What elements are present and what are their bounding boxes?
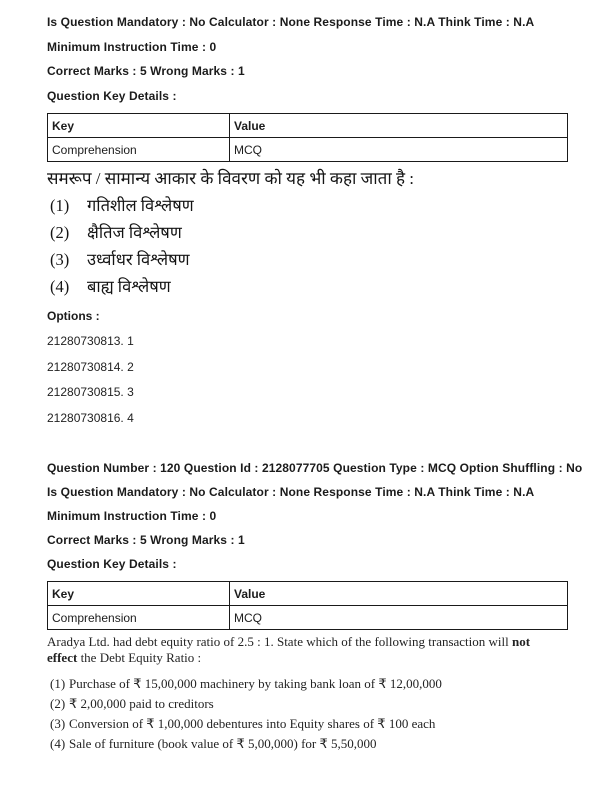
choice-text: उर्ध्वाधर विश्लेषण xyxy=(87,250,190,269)
choices-list xyxy=(47,674,568,754)
key-table-header-row xyxy=(48,582,568,606)
question-text-bold: effect xyxy=(47,649,78,665)
min-instruction-time-line: Minimum Instruction Time : 0 xyxy=(47,509,217,523)
question-text-hindi: समरूप / सामान्य आकार के विवरण को यह भी कहा जाता है : xyxy=(47,169,415,188)
choice-row-1 xyxy=(47,674,568,694)
question-text-line-1 xyxy=(47,634,568,650)
choice-row-3 xyxy=(47,246,568,273)
question-key-table xyxy=(47,113,568,162)
choice-text: Sale of furniture (book value of ₹ 5,00,000) for ₹ 5,50,000 xyxy=(69,736,377,751)
choice-text: ₹ 2,00,000 paid to creditors xyxy=(69,696,214,711)
option-id-3: 21280730815. 3 xyxy=(47,385,134,399)
question-mandatory-line: Is Question Mandatory : No Calculator : None Response Time : N.A Think Time : N.A xyxy=(47,15,535,29)
choice-row-4 xyxy=(47,734,568,754)
question-text-normal: the Debt Equity Ratio : xyxy=(77,649,202,665)
question-text xyxy=(47,634,568,665)
choice-number: (4) xyxy=(50,277,70,296)
option-id-2: 21280730814. 2 xyxy=(47,359,134,374)
choice-row-4 xyxy=(47,273,568,300)
question-119-block xyxy=(47,10,568,431)
question-key-table xyxy=(47,581,568,630)
marks-line: Correct Marks : 5 Wrong Marks : 1 xyxy=(47,533,245,547)
key-table-cell-key: Comprehension xyxy=(48,606,230,630)
choice-number: (2) xyxy=(50,696,66,711)
choice-number: (3) xyxy=(50,250,70,269)
option-id-4: 21280730816. 4 xyxy=(47,410,134,425)
question-120-block xyxy=(47,456,583,754)
choice-number: (2) xyxy=(50,223,70,242)
options-label: Options : xyxy=(47,309,100,323)
choice-row-2 xyxy=(47,694,568,714)
key-table-header-row xyxy=(48,114,568,138)
key-table-cell-value: MCQ xyxy=(230,138,568,162)
question-key-details-label: Question Key Details : xyxy=(47,557,177,571)
key-table-header-key: Key xyxy=(48,582,230,606)
choice-number: (4) xyxy=(50,736,66,751)
question-text-bold: not xyxy=(512,634,531,649)
choice-row-1 xyxy=(47,192,568,219)
choice-number: (3) xyxy=(50,716,66,731)
key-table-header-value: Value xyxy=(230,582,568,606)
choice-text: Conversion of ₹ 1,00,000 debentures into Equity shares of ₹ 100 each xyxy=(69,716,436,731)
key-table-cell-value: MCQ xyxy=(230,606,568,630)
key-table-data-row xyxy=(48,138,568,162)
key-table-header-key: Key xyxy=(48,114,230,138)
question-key-details-label: Question Key Details : xyxy=(47,88,177,103)
choice-text: Purchase of ₹ 15,00,000 machinery by taking bank loan of ₹ 12,00,000 xyxy=(69,676,442,691)
question-mandatory-line: Is Question Mandatory : No Calculator : None Response Time : N.A Think Time : N.A xyxy=(47,485,535,499)
choice-number: (1) xyxy=(50,676,66,691)
key-table-cell-key: Comprehension xyxy=(48,138,230,162)
key-table-data-row xyxy=(48,606,568,630)
choice-row-3 xyxy=(47,714,568,734)
min-instruction-time-line: Minimum Instruction Time : 0 xyxy=(47,39,217,54)
question-text-normal: Aradya Ltd. had debt equity ratio of 2.5 : 1. State which of the following transaction will xyxy=(47,634,513,649)
choice-text: क्षैतिज विश्लेषण xyxy=(87,223,182,242)
question-number-line: Question Number : 120 Question Id : 2128077705 Question Type : MCQ Option Shuffling : No xyxy=(47,461,583,475)
choice-row-2 xyxy=(47,219,568,246)
choice-text: बाह्य विश्लेषण xyxy=(87,277,171,296)
choice-text: गतिशील विश्लेषण xyxy=(87,196,194,215)
choice-number: (1) xyxy=(50,196,70,215)
option-id-1: 21280730813. 1 xyxy=(47,334,134,348)
key-table-header-value: Value xyxy=(230,114,568,138)
marks-line: Correct Marks : 5 Wrong Marks : 1 xyxy=(47,64,245,78)
question-text-line-2 xyxy=(47,650,568,666)
choices-list xyxy=(47,192,568,300)
